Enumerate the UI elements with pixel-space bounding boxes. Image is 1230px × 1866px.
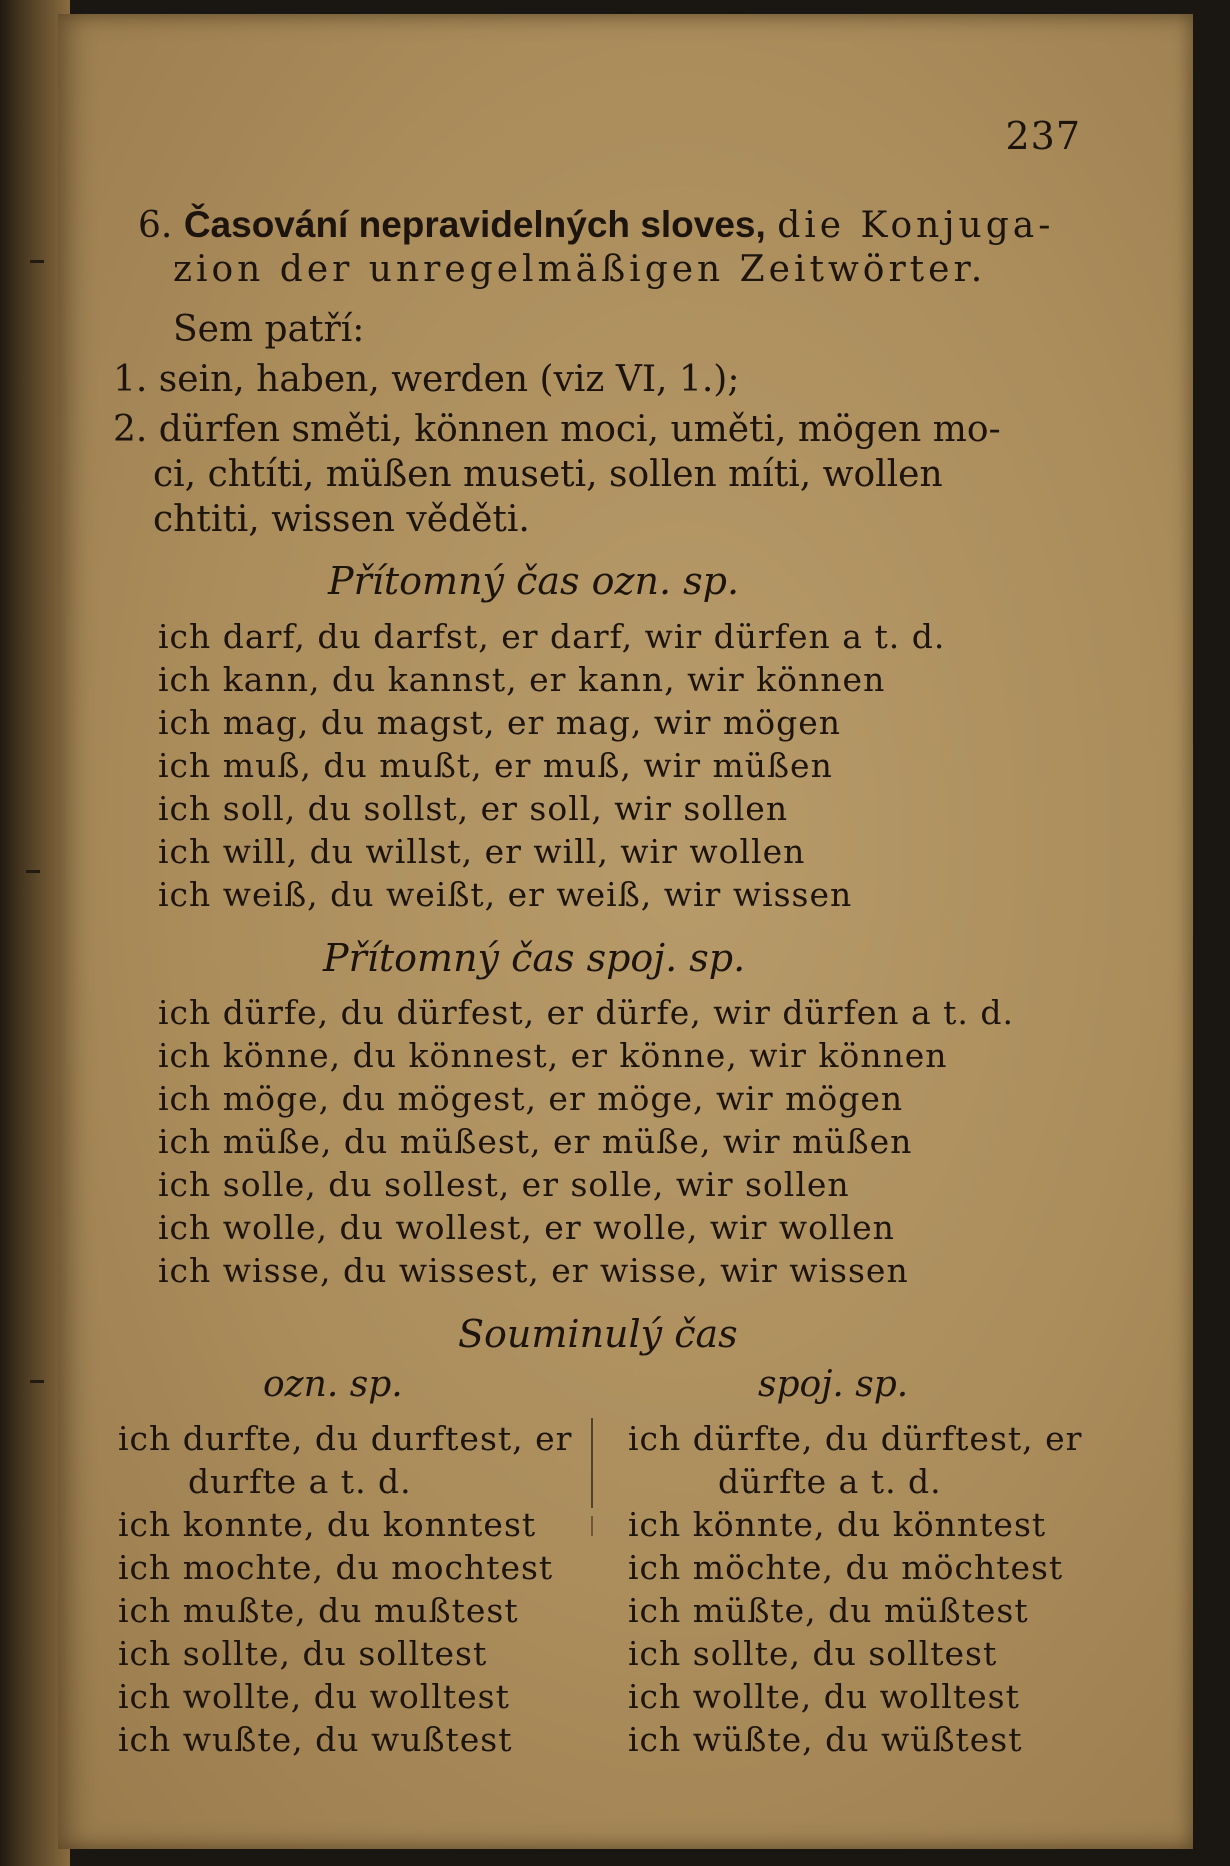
conjugation-row: ich müße, du müßest, er müße, wir müßen: [158, 1122, 913, 1161]
conjugation-row: ich darf, du darfst, er darf, wir dürfen a t. d.: [158, 617, 946, 656]
conjugation-row: ich könne, du könnest, er könne, wir können: [158, 1036, 948, 1075]
list-item-2-line-3: chtiti, wissen věděti.: [153, 499, 530, 540]
past-indicative-row: ich konnte, du konntest: [118, 1505, 537, 1544]
conjugation-row: ich möge, du mögest, er möge, wir mögen: [158, 1079, 904, 1118]
section-number: 6.: [138, 205, 173, 246]
past-subjunctive-subheading: spoj. sp.: [758, 1364, 909, 1405]
conjugation-row: ich dürfe, du dürfest, er dürfe, wir dürfen a t. d.: [158, 993, 1014, 1032]
past-indicative-row: ich wußte, du wußtest: [118, 1720, 513, 1759]
conjugation-row: ich solle, du sollest, er solle, wir sollen: [158, 1165, 850, 1204]
list-item-2-line-2: ci, chtíti, müßen museti, sollen míti, wollen: [153, 454, 943, 495]
column-divider: [591, 1516, 593, 1536]
page-number: 237: [1005, 114, 1081, 158]
past-indicative-row: durfte a t. d.: [188, 1462, 412, 1501]
section-title-german: die Konjuga-: [777, 205, 1055, 246]
conjugation-row: ich will, du willst, er will, wir wollen: [158, 832, 806, 871]
past-subjunctive-row: ich müßte, du müßtest: [628, 1591, 1029, 1630]
past-indicative-row: ich sollte, du solltest: [118, 1634, 488, 1673]
section-title-german-continued: zion der unregelmäßigen Zeitwörter.: [173, 249, 987, 290]
list-item-2-line-1: 2. dürfen směti, können moci, uměti, mögen mo-: [113, 409, 1001, 450]
conjugation-row: ich mag, du magst, er mag, wir mögen: [158, 703, 841, 742]
conjugation-row: ich wisse, du wissest, er wisse, wir wissen: [158, 1251, 909, 1290]
past-indicative-row: ich wollte, du wolltest: [118, 1677, 510, 1716]
past-subjunctive-row: ich könnte, du könntest: [628, 1505, 1047, 1544]
past-heading: Souminulý čas: [458, 1312, 738, 1356]
binding-mark: [26, 870, 40, 873]
past-indicative-row: ich mochte, du mochtest: [118, 1548, 554, 1587]
conjugation-row: ich wolle, du wollest, er wolle, wir wollen: [158, 1208, 895, 1247]
section-title-czech: Časování nepravidelných sloves,: [183, 204, 766, 245]
present-subjunctive-heading: Přítomný čas spoj. sp.: [323, 936, 746, 980]
past-indicative-row: ich mußte, du mußtest: [118, 1591, 519, 1630]
past-subjunctive-row: ich möchte, du möchtest: [628, 1548, 1064, 1587]
past-subjunctive-row: ich dürfte, du dürftest, er: [628, 1419, 1083, 1458]
past-subjunctive-row: ich wollte, du wolltest: [628, 1677, 1020, 1716]
binding-mark: [30, 1380, 44, 1383]
past-subjunctive-row: ich sollte, du solltest: [628, 1634, 998, 1673]
present-indicative-heading: Přítomný čas ozn. sp.: [328, 559, 740, 603]
past-indicative-subheading: ozn. sp.: [263, 1364, 403, 1405]
past-subjunctive-row: dürfte a t. d.: [718, 1462, 942, 1501]
book-page: [58, 14, 1193, 1849]
list-item-1: 1. sein, haben, werden (viz VI, 1.);: [113, 359, 740, 400]
conjugation-row: ich weiß, du weißt, er weiß, wir wissen: [158, 875, 853, 914]
conjugation-row: ich soll, du sollst, er soll, wir sollen: [158, 789, 789, 828]
intro-text: Sem patří:: [173, 309, 365, 350]
past-indicative-row: ich durfte, du durftest, er: [118, 1419, 573, 1458]
section-heading-line-1: [138, 204, 1054, 247]
binding-mark: [30, 260, 44, 263]
past-subjunctive-row: ich wüßte, du wüßtest: [628, 1720, 1023, 1759]
conjugation-row: ich muß, du mußt, er muß, wir müßen: [158, 746, 833, 785]
conjugation-row: ich kann, du kannst, er kann, wir können: [158, 660, 886, 699]
column-divider: [591, 1418, 593, 1508]
